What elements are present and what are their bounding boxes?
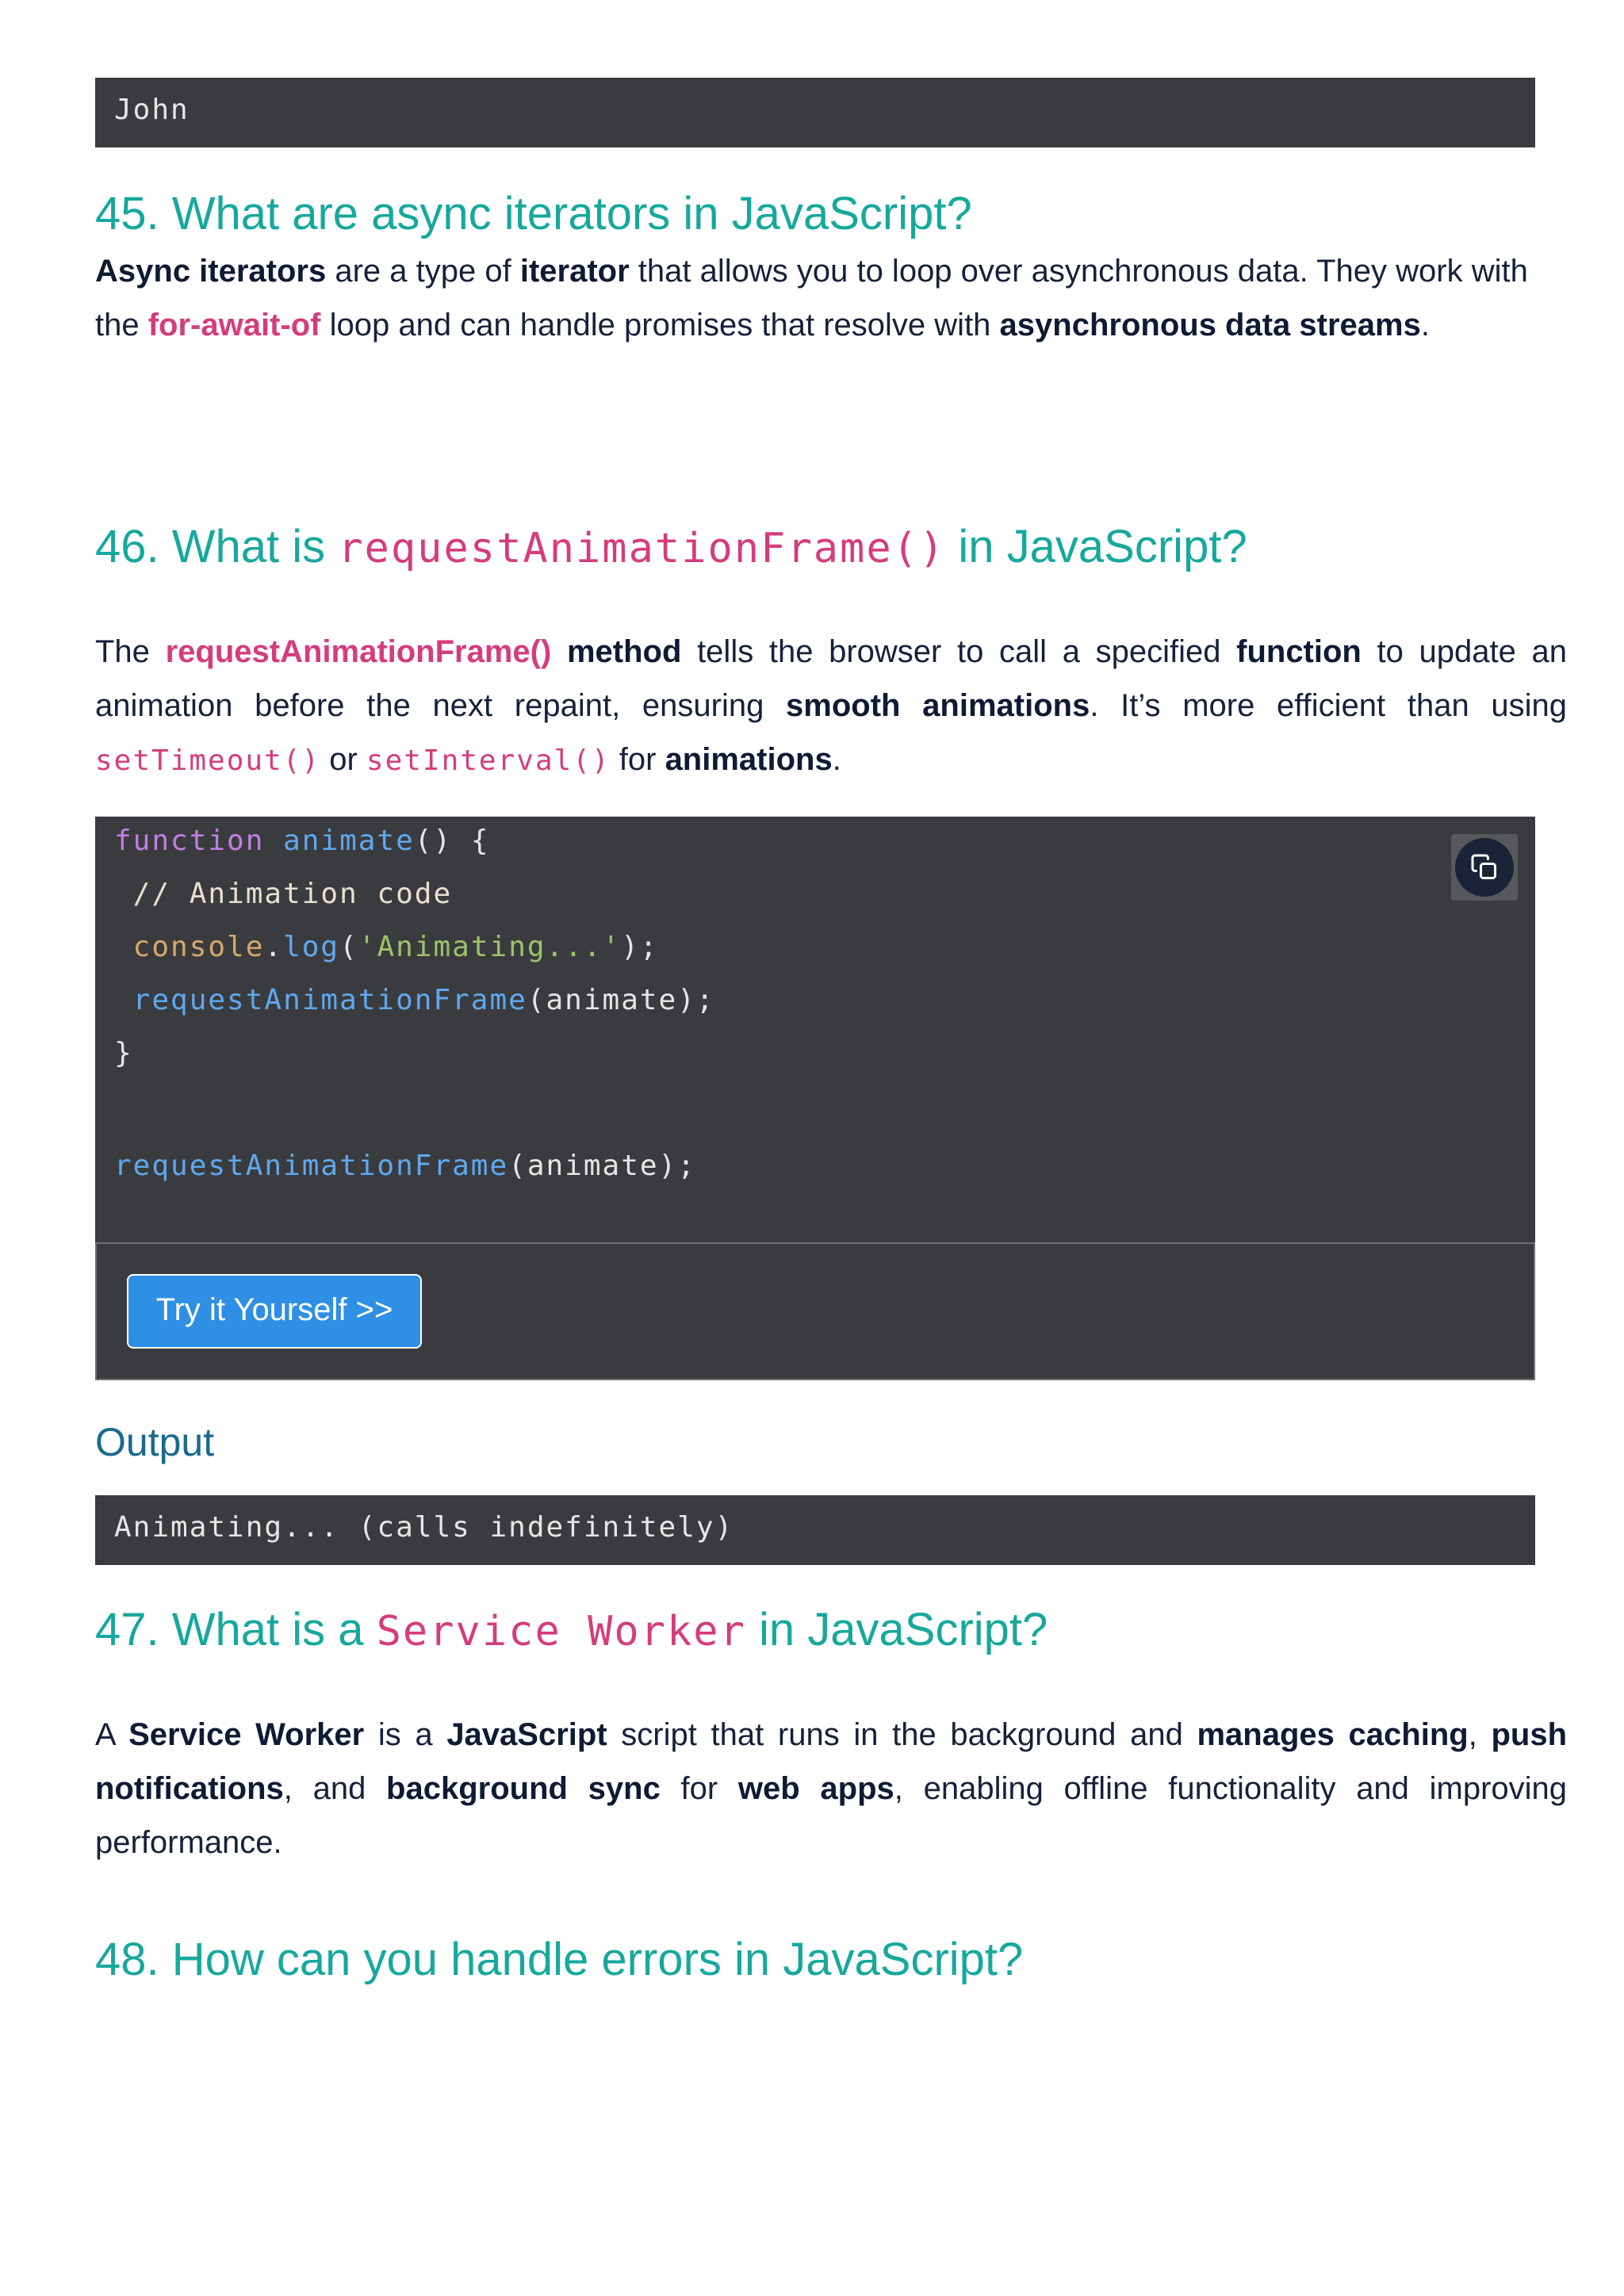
- heading-inline-code: requestAnimationFrame(): [338, 525, 946, 572]
- copy-icon: [1470, 853, 1499, 882]
- code-block: [95, 817, 1535, 1242]
- question-45-heading: 45. What are async iterators in JavaScript?: [95, 188, 972, 239]
- output-text-animating: Animating... (calls indefinitely): [114, 1511, 734, 1544]
- question-45-answer: Async iterators are a type of iterator that allows you to loop over asynchronous data. They work with the for-await-of loop and can handle promises that resolve with asynchronous data streams.: [95, 254, 1528, 342]
- code-line-4: requestAnimationFrame(animate);: [114, 984, 715, 1016]
- try-it-panel: [95, 1242, 1535, 1380]
- code-line-2: // Animation code: [114, 878, 453, 910]
- output-block: [95, 1495, 1535, 1565]
- question-48-heading: 48. How can you handle errors in JavaScript?: [95, 1934, 1024, 1985]
- question-47-heading: 47. What is a Service Worker in JavaScript?: [95, 1604, 1048, 1655]
- try-it-yourself-button[interactable]: Try it Yourself >>: [127, 1274, 422, 1349]
- output-block-john: [95, 78, 1535, 147]
- heading-inline-code: Service Worker: [376, 1608, 746, 1655]
- code-line-1: function animate() {: [114, 825, 490, 857]
- code-line-7: requestAnimationFrame(animate);: [114, 1150, 696, 1182]
- question-46-heading: 46. What is requestAnimationFrame() in JavaScript?: [95, 521, 1247, 572]
- code-line-5: }: [114, 1037, 133, 1070]
- question-47-answer: A Service Worker is a JavaScript script that runs in the background and manages caching, push notifications, and background sync for web apps, enabling offline functionality and improving performance.: [95, 1717, 1568, 1860]
- question-46-answer: The requestAnimationFrame() method tells the browser to call a specified function to update an animation before the next repaint, ensuring smooth animations. It’s more efficient than using setTimeout() or setInterval() for animations.: [95, 634, 1568, 777]
- copy-code-button[interactable]: [1451, 834, 1518, 901]
- code-line-3: console.log('Animating...');: [114, 931, 659, 963]
- output-label: Output: [95, 1420, 215, 1464]
- output-text: John: [114, 94, 190, 126]
